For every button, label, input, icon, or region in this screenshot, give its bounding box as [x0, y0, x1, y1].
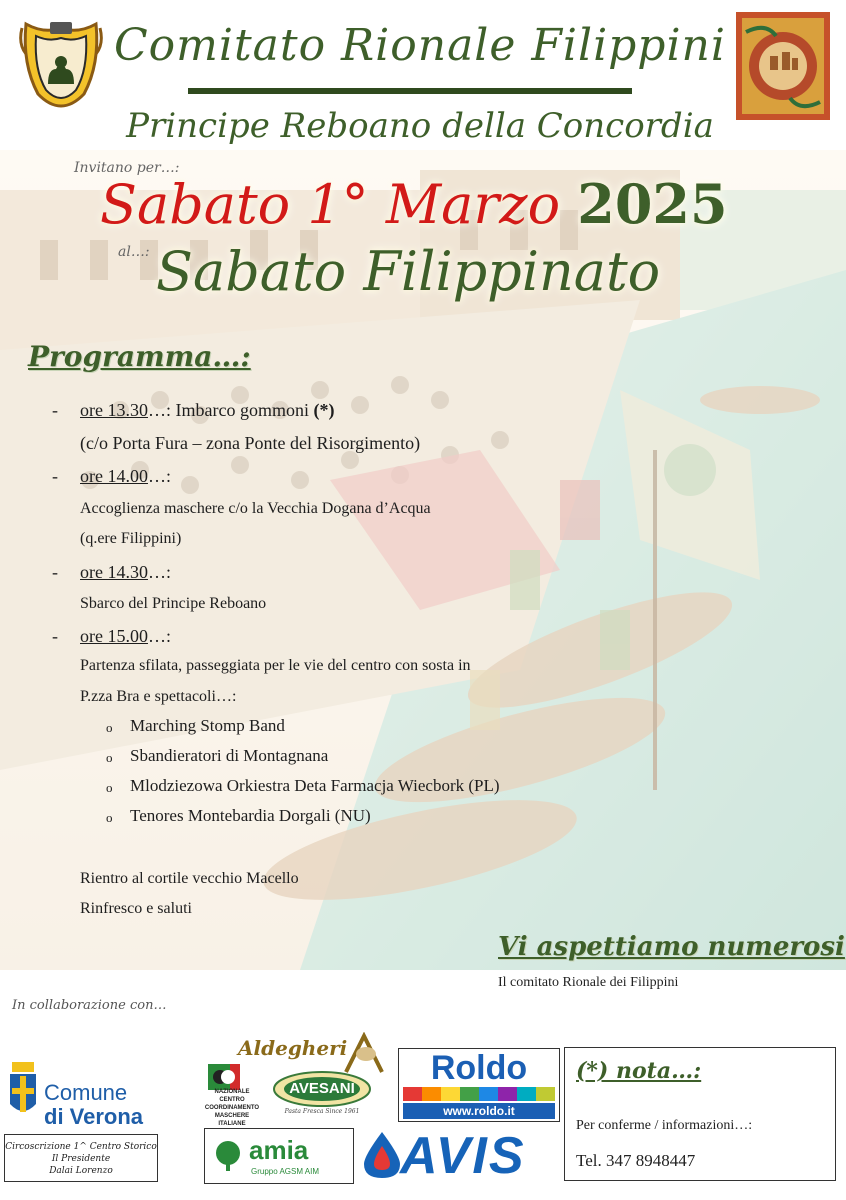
note-text: Per conferme / informazioni…: — [576, 1118, 753, 1133]
circoscrizione-line: Il Presidente — [51, 1154, 111, 1164]
program-item-4 — [80, 626, 171, 647]
roldo-url: www.roldo.it — [443, 1104, 515, 1118]
program-bullet: - — [52, 562, 58, 582]
program-time-sep: …: — [147, 626, 171, 646]
amia-label: amia — [249, 1135, 309, 1165]
roldo-icon-strip — [403, 1087, 555, 1101]
roldo-logo — [398, 1048, 560, 1122]
comune-verona-logo — [4, 1062, 159, 1132]
roldo-label: Roldo — [430, 1049, 528, 1087]
performer-item: Tenores Montebardia Dorgali (NU) — [130, 806, 371, 825]
date-prefix-label: al…: — [118, 244, 150, 260]
program-text: Imbarco gommoni — [175, 400, 309, 420]
committee-title: Comitato Rionale Filippini — [114, 20, 726, 71]
blood-drop-icon — [360, 1130, 404, 1180]
signature: Il comitato Rionale dei Filippini — [498, 975, 679, 990]
centro-label: COORDINAMENTO — [204, 1105, 260, 1111]
sub-bullet: o — [106, 720, 113, 735]
program-detail: P.zza Bra e spettacoli…: — [80, 688, 237, 705]
program-time-sep: …: — [147, 400, 171, 420]
amia-logo — [204, 1128, 354, 1184]
program-detail: (c/o Porta Fura – zona Ponte del Risorgimento) — [80, 433, 421, 453]
event-name: Sabato Filippinato — [156, 240, 661, 303]
avesani-logo — [272, 1070, 372, 1120]
sub-bullet: o — [106, 750, 113, 765]
collaboration-label: In collaborazione con… — [12, 998, 167, 1013]
program-time-sep: …: — [147, 466, 171, 486]
note-title: (*) nota…: — [576, 1058, 702, 1084]
program-bullet: - — [52, 466, 58, 486]
program-detail: Sbarco del Principe Reboano — [80, 595, 267, 612]
verona-crest-icon — [6, 1062, 40, 1132]
invite-label: Invitano per…: — [74, 160, 180, 176]
performer-item: Mlodziezowa Orkiestra Deta Farmacja Wiecbork (PL) — [130, 776, 500, 795]
performer-item: Marching Stomp Band — [130, 716, 285, 735]
program-detail: Accoglienza maschere c/o la Vecchia Dogana d’Acqua — [80, 500, 431, 517]
centro-label: NAZIONALE — [214, 1089, 250, 1095]
comune-label: Comune — [44, 1080, 128, 1105]
centro-label: CENTRO — [219, 1097, 245, 1103]
program-bullet: - — [52, 400, 58, 420]
program-bullet: - — [52, 626, 58, 646]
note-phone: Tel. 347 8948447 — [576, 1151, 696, 1170]
sub-bullet: o — [106, 810, 113, 825]
filippini-crest-logo — [18, 14, 104, 122]
closing-line-2: Rinfresco e saluti — [80, 900, 192, 917]
centro-maschere-logo — [190, 1064, 274, 1130]
program-note-mark: (*) — [313, 400, 335, 420]
aldegheri-label: Aldegheri — [238, 1036, 348, 1060]
program-item-3 — [80, 562, 171, 583]
event-date-day: Sabato 1° Marzo — [100, 173, 561, 236]
title-divider — [188, 88, 632, 94]
avis-logo — [360, 1126, 560, 1184]
program-item-1 — [80, 400, 334, 421]
program-item-2 — [80, 466, 171, 487]
program-time: ore 14.30 — [80, 562, 148, 582]
centro-label: MASCHERE — [214, 1113, 250, 1119]
theatre-masks-icon — [208, 1064, 240, 1090]
avis-label: AVIS — [400, 1127, 526, 1185]
program-detail: Partenza sfilata, passeggiata per le vie del centro con sosta in — [80, 657, 471, 674]
comune-city-label: di Verona — [44, 1104, 144, 1129]
circoscrizione-box — [4, 1134, 158, 1182]
performer-item: Sbandieratori di Montagnana — [130, 746, 329, 765]
program-time: ore 14.00 — [80, 466, 148, 486]
program-heading: Programma…: — [28, 340, 251, 373]
closing-line-1: Rientro al cortile vecchio Macello — [80, 870, 299, 887]
amia-tree-icon — [213, 1139, 243, 1173]
amia-tagline: Gruppo AGSM AIM — [251, 1167, 320, 1176]
illuminated-letter-image — [736, 12, 830, 120]
committee-subtitle: Principe Reboano della Concordia — [126, 106, 714, 146]
event-date — [100, 172, 728, 236]
centro-label: ITALIANE — [218, 1121, 246, 1127]
sub-bullet: o — [106, 780, 113, 795]
event-date-year: 2025 — [577, 172, 728, 236]
welcome-message: Vi aspettiamo numerosi — [498, 932, 845, 962]
program-time: ore 15.00 — [80, 626, 148, 646]
avesani-tagline: Pasta Fresca Since 1961 — [284, 1108, 360, 1115]
program-time-sep: …: — [147, 562, 171, 582]
avesani-label: AVESANI — [289, 1080, 355, 1097]
program-time: ore 13.30 — [80, 400, 148, 420]
circoscrizione-line: Dalai Lorenzo — [49, 1166, 113, 1176]
circoscrizione-line: Circoscrizione 1^ Centro Storico — [5, 1142, 157, 1152]
program-detail: (q.ere Filippini) — [80, 530, 182, 547]
